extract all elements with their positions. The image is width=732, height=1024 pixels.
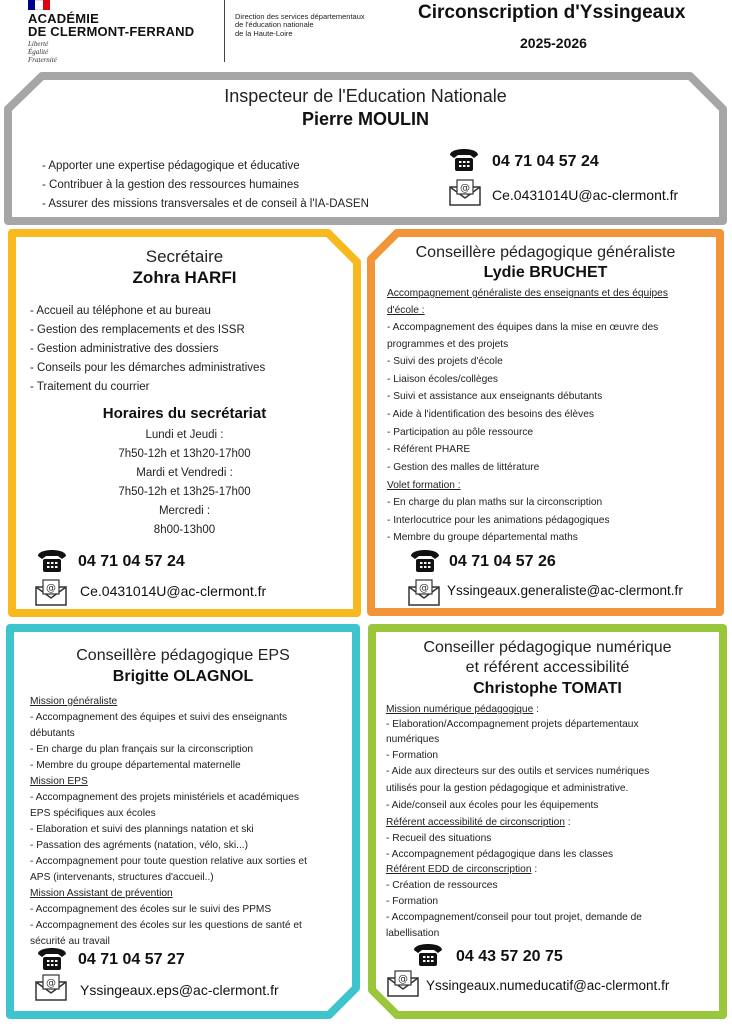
svg-text:@: @ bbox=[46, 978, 56, 989]
phone-icon bbox=[34, 546, 70, 574]
hours-line: Mardi et Vendredi : bbox=[136, 467, 233, 479]
numerique-item: labellisation bbox=[386, 928, 440, 939]
hours-line: Mercredi : bbox=[158, 505, 211, 517]
motto-liberte: Liberté bbox=[28, 40, 49, 48]
numerique-item: - Elaboration/Accompagnement projets départementaux bbox=[386, 719, 639, 730]
eps-item: - Accompagnement des projets ministériels et académiques bbox=[30, 792, 299, 803]
generaliste-box bbox=[371, 233, 720, 612]
phone-icon bbox=[446, 145, 482, 173]
eps-email[interactable]: Yssingeaux.eps@ac-clermont.fr bbox=[80, 982, 279, 998]
secretaire-mission: - Gestion des remplacements et des ISSR bbox=[30, 324, 245, 336]
mail-icon bbox=[34, 579, 68, 607]
generaliste-role: Conseillère pédagogique généraliste bbox=[415, 244, 676, 261]
eps-section-title: Mission Assistant de prévention bbox=[30, 888, 173, 899]
numerique-item: utilisés pour la gestion pédagogique et administrative. bbox=[386, 783, 629, 794]
generaliste-item: - Suivi et assistance aux enseignants débutants bbox=[387, 391, 603, 402]
mail-icon bbox=[448, 179, 482, 207]
eps-item: - Accompagnement des équipes et suivi des enseignants bbox=[30, 712, 288, 723]
numerique-item: - Recueil des situations bbox=[386, 833, 492, 844]
generaliste-item: - Membre du groupe départemental maths bbox=[387, 532, 578, 543]
numerique-item: - Formation bbox=[386, 896, 439, 907]
eps-item: sécurité au travail bbox=[30, 936, 110, 947]
eps-name: Brigitte OLAGNOL bbox=[112, 668, 254, 685]
school-year: 2025-2026 bbox=[520, 35, 587, 51]
generaliste-section-title: Accompagnement généraliste des enseignants et des équipes bbox=[387, 288, 668, 299]
direction-line: Direction des services départementaux bbox=[235, 12, 365, 21]
eps-item: - En charge du plan français sur la circonscription bbox=[30, 744, 254, 755]
eps-section-title: Mission EPS bbox=[30, 776, 88, 787]
hours-title: Horaires du secrétariat bbox=[102, 405, 267, 422]
page-title: Circonscription d'Yssingeaux bbox=[418, 2, 686, 23]
generaliste-section-title: d'école : bbox=[387, 305, 425, 316]
generaliste-item: - Interlocutrice pour les animations pédagogiques bbox=[387, 515, 610, 526]
numerique-section-heading bbox=[386, 704, 539, 715]
numerique-item: - Formation bbox=[386, 750, 439, 761]
numerique-box bbox=[372, 628, 723, 1015]
numerique-section-title: Référent accessibilité de circonscription bbox=[386, 817, 565, 828]
secretaire-name: Zohra HARFI bbox=[132, 268, 237, 287]
eps-item: - Accompagnement pour toute question relative aux sorties et bbox=[30, 856, 307, 867]
generaliste-item: - Gestion des malles de littérature bbox=[387, 462, 540, 473]
secretaire-email[interactable]: Ce.0431014U@ac-clermont.fr bbox=[80, 583, 267, 599]
eps-item: - Membre du groupe départemental maternelle bbox=[30, 760, 241, 771]
academy-name-line2: DE CLERMONT-FERRAND bbox=[28, 24, 195, 39]
mail-icon bbox=[34, 974, 68, 1002]
svg-text:@: @ bbox=[398, 974, 408, 985]
eps-item: - Passation des agréments (natation, vélo, ski...) bbox=[30, 840, 249, 851]
secretaire-mission: - Traitement du courrier bbox=[30, 381, 150, 393]
secretaire-mission: - Accueil au téléphone et au bureau bbox=[30, 305, 211, 317]
numerique-email[interactable]: Yssingeaux.numeducatif@ac-clermont.fr bbox=[426, 978, 670, 993]
generaliste-section-title: Volet formation : bbox=[387, 480, 461, 491]
ien-email[interactable]: Ce.0431014U@ac-clermont.fr bbox=[492, 187, 679, 203]
eps-section-title: Mission généraliste bbox=[30, 696, 118, 707]
ien-mission: - Apporter une expertise pédagogique et éducative bbox=[42, 160, 300, 172]
numerique-item: - Aide aux directeurs sur des outils et services numériques bbox=[386, 766, 650, 777]
numerique-phone[interactable]: 04 43 57 20 75 bbox=[456, 948, 563, 965]
phone-icon bbox=[410, 940, 446, 968]
eps-item: - Elaboration et suivi des plannings natation et ski bbox=[30, 824, 254, 835]
numerique-section-title: Référent EDD de circonscription bbox=[386, 864, 532, 875]
academy-name-line1: ACADÉMIE bbox=[28, 11, 99, 26]
eps-item: - Accompagnement des écoles sur les questions de santé et bbox=[30, 920, 302, 931]
svg-text:@: @ bbox=[46, 583, 56, 594]
generaliste-item: - Suivi des projets d'école bbox=[387, 356, 503, 367]
ien-box bbox=[8, 76, 723, 221]
hours-line: 7h50-12h et 13h20-17h00 bbox=[118, 448, 251, 460]
numerique-item: - Aide/conseil aux écoles pour les équipements bbox=[386, 800, 599, 811]
phone-icon bbox=[34, 944, 70, 972]
svg-text:@: @ bbox=[419, 583, 429, 594]
phone-icon bbox=[407, 546, 443, 574]
generaliste-item: programmes et des projets bbox=[387, 339, 509, 350]
hours-line: 8h00-13h00 bbox=[153, 524, 216, 536]
generaliste-email[interactable]: Yssingeaux.generaliste@ac-clermont.fr bbox=[447, 583, 683, 598]
generaliste-item: - Référent PHARE bbox=[387, 444, 471, 455]
numerique-role-line2: et référent accessibilité bbox=[465, 659, 630, 676]
section-colon: : bbox=[531, 864, 538, 875]
numerique-section-title: Mission numérique pédagogique bbox=[386, 704, 534, 715]
secretaire-role: Secrétaire bbox=[145, 247, 224, 266]
numerique-section-heading bbox=[386, 864, 537, 875]
numerique-role-line1: Conseiller pédagogique numérique bbox=[423, 639, 672, 656]
generaliste-item: - En charge du plan maths sur la circonscription bbox=[387, 497, 603, 508]
ien-mission: - Contribuer à la gestion des ressources humaines bbox=[42, 179, 299, 191]
motto-egalite: Égalité bbox=[28, 48, 49, 56]
eps-item: débutants bbox=[30, 728, 75, 739]
numerique-item: - Création de ressources bbox=[386, 880, 498, 891]
section-colon: : bbox=[533, 704, 539, 715]
numerique-item: numériques bbox=[386, 734, 440, 745]
numerique-name: Christophe TOMATI bbox=[473, 680, 622, 697]
eps-item: EPS spécifiques aux écoles bbox=[30, 808, 156, 819]
ien-name: Pierre MOULIN bbox=[301, 109, 430, 129]
generaliste-item: - Accompagnement des équipes dans la mise en œuvre des bbox=[387, 322, 659, 333]
generaliste-item: - Participation au pôle ressource bbox=[387, 427, 534, 438]
generaliste-item: - Aide à l'identification des besoins des élèves bbox=[387, 409, 594, 420]
mail-icon bbox=[407, 579, 441, 607]
direction-line: de l'éducation nationale bbox=[235, 20, 314, 30]
generaliste-item: - Liaison écoles/collèges bbox=[387, 374, 498, 385]
eps-item: APS (intervenants, structures d'accueil..) bbox=[30, 872, 214, 883]
eps-box bbox=[10, 628, 356, 1015]
motto-fraternite: Fraternité bbox=[28, 56, 57, 64]
section-colon: : bbox=[564, 817, 571, 828]
ien-mission: - Assurer des missions transversales et de conseil à l'IA-DASEN bbox=[42, 198, 369, 210]
ien-phone[interactable]: 04 71 04 57 24 bbox=[492, 153, 599, 170]
eps-item: - Accompagnement des écoles sur le suivi des PPMS bbox=[30, 904, 272, 915]
secretaire-mission: - Gestion administrative des dossiers bbox=[30, 343, 219, 355]
eps-role: Conseillère pédagogique EPS bbox=[76, 647, 290, 664]
hours-line: 7h50-12h et 13h25-17h00 bbox=[118, 486, 251, 498]
secretaire-phone[interactable]: 04 71 04 57 24 bbox=[78, 553, 185, 570]
generaliste-name: Lydie BRUCHET bbox=[483, 264, 608, 281]
hours-line: Lundi et Jeudi : bbox=[145, 429, 224, 441]
eps-phone[interactable]: 04 71 04 57 27 bbox=[78, 951, 185, 968]
numerique-section-heading bbox=[386, 817, 571, 828]
numerique-item: - Accompagnement pédagogique dans les classes bbox=[386, 849, 614, 860]
generaliste-phone[interactable]: 04 71 04 57 26 bbox=[449, 553, 556, 570]
secretaire-mission: - Conseils pour les démarches administratives bbox=[30, 362, 266, 374]
ien-role: Inspecteur de l'Education Nationale bbox=[224, 86, 507, 106]
secretaire-box bbox=[12, 233, 357, 613]
direction-line: de la Haute-Loire bbox=[235, 28, 293, 38]
mail-icon bbox=[386, 970, 420, 998]
svg-text:@: @ bbox=[460, 183, 470, 194]
numerique-item: - Accompagnement/conseil pour tout projet, demande de bbox=[386, 912, 642, 923]
